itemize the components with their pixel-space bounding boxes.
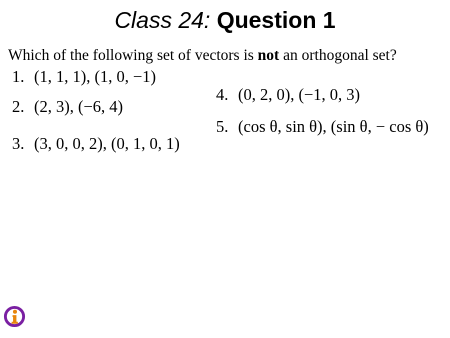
question-after: an orthogonal set? bbox=[279, 47, 397, 64]
title-main: Question 1 bbox=[216, 7, 336, 33]
title-separator: : bbox=[203, 7, 217, 33]
option-text: (2, 3), (−6, 4) bbox=[34, 97, 124, 116]
question-emphasis: not bbox=[257, 47, 280, 64]
option-5 bbox=[216, 117, 429, 137]
slide-title bbox=[0, 6, 450, 34]
option-number: 5. bbox=[216, 117, 229, 136]
option-number: 2. bbox=[12, 97, 25, 116]
question-text bbox=[8, 47, 448, 65]
option-2 bbox=[12, 97, 123, 117]
option-text: (3, 0, 0, 2), (0, 1, 0, 1) bbox=[34, 134, 180, 153]
option-number: 4. bbox=[216, 85, 229, 104]
option-3 bbox=[12, 134, 180, 154]
option-4 bbox=[216, 85, 360, 105]
option-number: 1. bbox=[12, 67, 25, 86]
option-number: 3. bbox=[12, 134, 25, 153]
title-prefix: Class 24 bbox=[114, 7, 204, 33]
option-1 bbox=[12, 67, 156, 87]
option-text: (0, 2, 0), (−1, 0, 3) bbox=[238, 85, 361, 104]
info-logo-icon[interactable] bbox=[3, 305, 26, 328]
question-before: Which of the following set of vectors is bbox=[8, 47, 258, 64]
option-text: (cos θ, sin θ), (sin θ, − cos θ) bbox=[238, 117, 429, 136]
option-text: (1, 1, 1), (1, 0, −1) bbox=[34, 67, 157, 86]
